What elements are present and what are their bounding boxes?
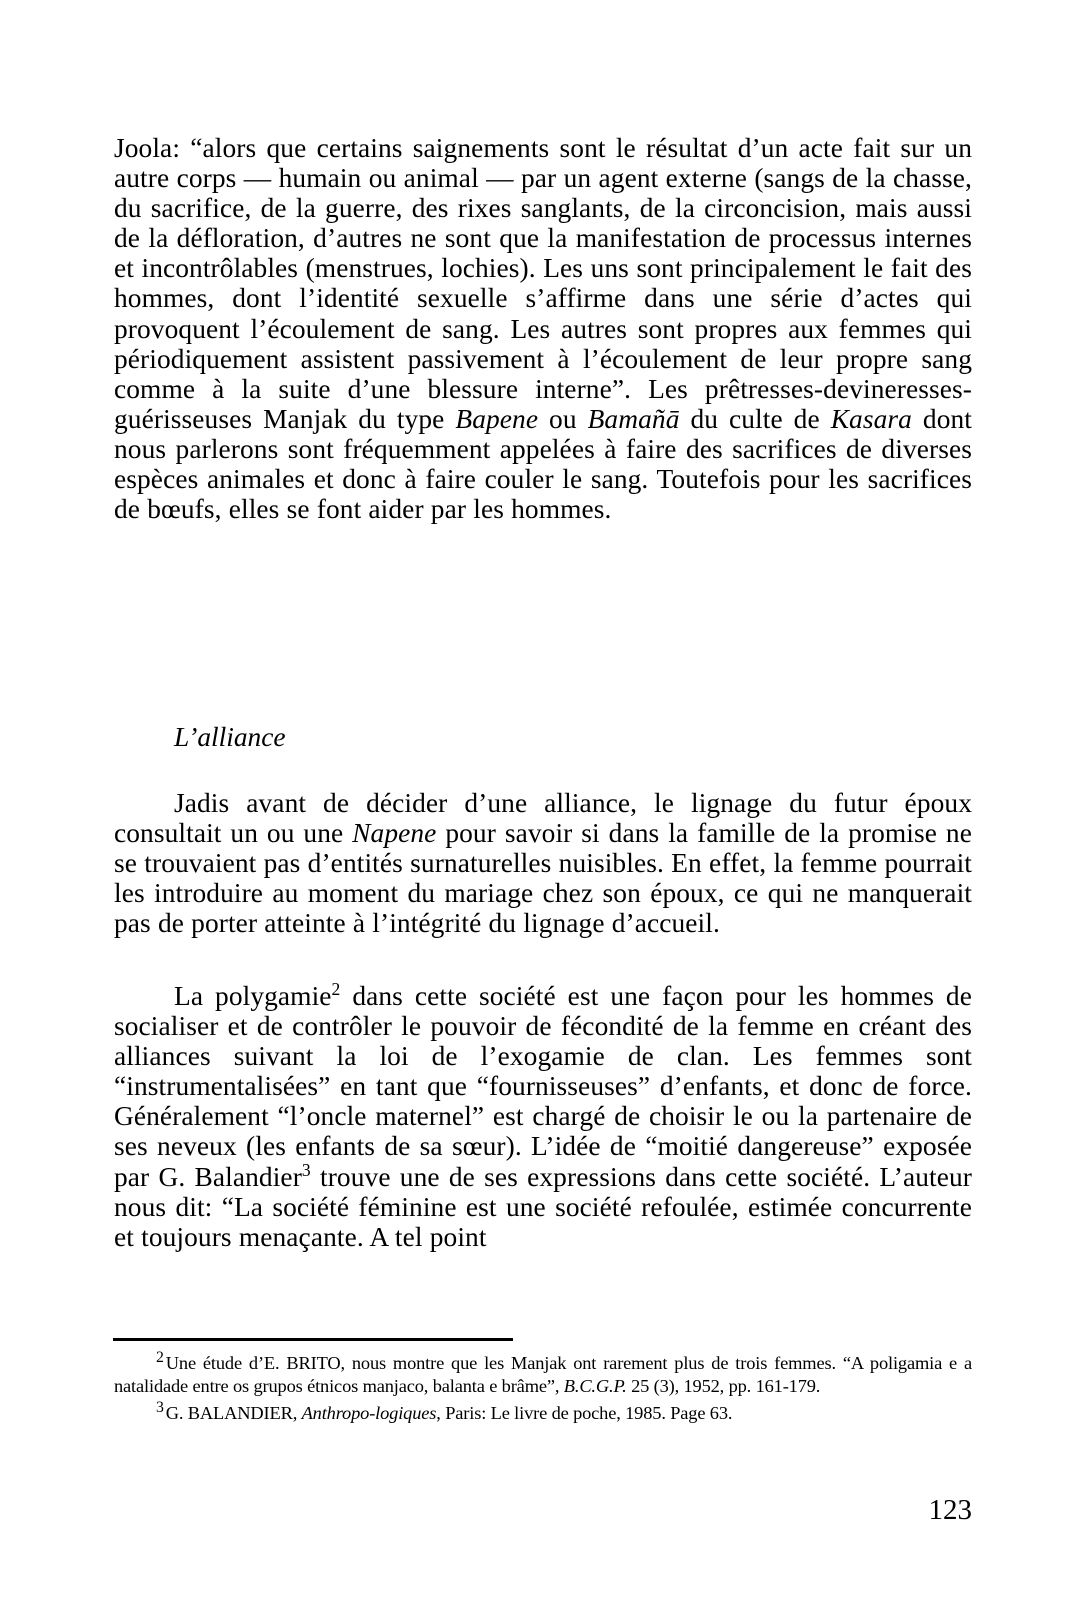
paragraph-2-block [114,788,972,938]
term-napene: Napene [352,818,437,849]
footnote-separator-rule [113,1338,513,1341]
footnote-text-part-1: G. BALANDIER, [165,1403,302,1424]
section-heading-label: L’alliance [174,722,286,752]
footnote-number: 2 [156,1348,164,1366]
paragraph-1-block [114,133,972,524]
paragraph-1 [114,133,972,524]
paragraph-3-text-part-1: La polygamie [174,981,332,1011]
footnote-text-part-2: , Paris: Le livre de poche, 1985. Page 63. [436,1403,733,1424]
page-number-value: 123 [928,1494,972,1526]
footnote-text-part-1: Une étude d’E. BRITO, nous montre que les Manjak ont rarement plus de trois femmes. “A poligamia e a natalidade entre os grupos étnicos manjaco, balanta e brâme”, [114,1353,972,1396]
term-kasara: Kasara [830,403,912,434]
paragraph-1-text-part-1: Joola: “alors que certains saignements sont le résultat d’un acte fait sur un autre corps — humain ou animal — par un agent externe (sangs de la chasse, du sacrifice, de la guerre, des rixes sanglants, de la circoncision, mais aussi de la défloration, d’autres ne sont que la manifestation de processus internes et incontrôlables (menstrues, lochies). Les uns sont principalement le fait des hommes, dont l’identité sexuelle s’affirme dans une série d’actes qui provoquent l’écoulement de sang. Les autres sont propres aux femmes qui périodiquement assistent passivement à l’écoulement de leur propre sang comme à la suite d’une blessure interne”. Les prêtresses-devineresses-guérisseuses Manjak du type [114,133,972,434]
paragraph-2-text-part-2: pour savoir si dans la famille de la promise ne se trouvaient pas d’entités surnaturelles nuisibles. En effet, la femme pourrait les introduire au moment du mariage chez son époux, ce qui ne manquerait pas de porter atteinte à l’intégrité du lignage d’accueil. [114,818,972,939]
page-number [0,1493,972,1527]
footnote-reference-2: 2 [331,978,341,999]
footnote-item [114,1399,972,1425]
paragraph-1-text-part-3: du culte de [679,403,831,434]
section-heading [174,722,286,752]
paragraph-1-text-part-2: ou [538,403,588,434]
paragraph-2 [114,788,972,938]
footnote-block [114,1348,972,1425]
footnote-item [114,1348,972,1397]
term-bamana: Bamañā [587,403,680,434]
paragraph-3 [114,978,972,1252]
paragraph-1-text-part-4: dont nous parlerons sont fréquemment appelées à faire des sacrifices de diverses espèces animales et donc à faire couler le sang. Toutefois pour les sacrifices de bœufs, elles se font aider par les hommes. [114,403,973,525]
footnote-text-part-2: 25 (3), 1952, pp. 161-179. [626,1375,821,1396]
footnote-book-title: Anthropo-logiques [301,1403,437,1424]
paragraph-2-text-part-1: Jadis avant de décider d’une alliance, le lignage du futur époux consultait un ou une [114,788,972,849]
footnote-reference-3: 3 [301,1159,311,1180]
paragraph-3-text-part-3: trouve une de ses expressions dans cette société. L’auteur nous dit: “La société féminine est une société refoulée, estimée concurrente et toujours menaçante. A tel point [114,1161,972,1252]
paragraph-3-text-part-2: dans cette société est une façon pour les hommes de socialiser et de contrôler le pouvoir de fécondité de la femme en créant des alliances suivant la loi de l’exogamie de clan. Les femmes sont “instrumentalisées” en tant que “fournisseuses” d’enfants, et donc de force. Généralement “l’oncle maternel” est chargé de choisir le ou la partenaire de ses neveux (les enfants de sa sœur). L’idée de “moitié dangereuse” exposée par G. Balandier [114,981,972,1192]
footnote-journal-abbreviation: B.C.G.P. [563,1375,627,1396]
term-bapene: Bapene [455,403,539,434]
paragraph-3-block [114,978,972,1252]
footnote-number: 3 [156,1399,164,1417]
